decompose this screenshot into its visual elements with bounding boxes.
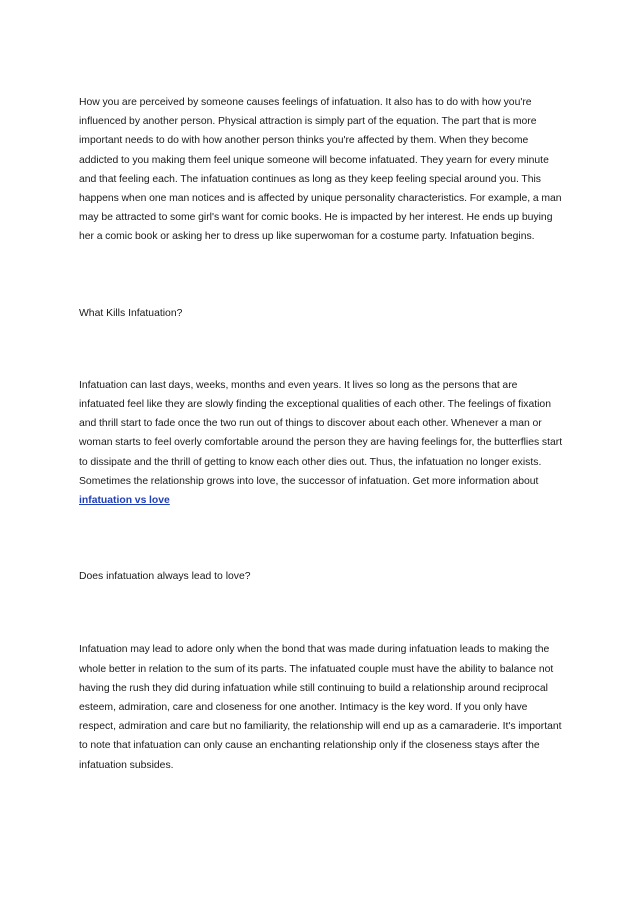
paragraph-duration-text: Infatuation can last days, weeks, months and even years. It lives so long as the persons that are infatuated feel like they are slowly finding the exceptional qualities of each other. The feelings of fixation and thrill start to fade once the two run out of things to discover about each other. Whenever a man or woman starts to feel overly comfortable around the person they are having feelings for, the butterflies start to dissipate and the thrill of getting to know each other dies out. Thus, the infatuation no longer exists. Sometimes the relationship grows into love, the successor of infatuation. Get more information about (79, 379, 563, 487)
paragraph-duration (79, 376, 563, 510)
spacer (79, 510, 563, 567)
paragraph-perception: How you are perceived by someone causes feelings of infatuation. It also has to do with how you're influenced by another person. Physical attraction is simply part of the equation. The part that is more important needs to do with how another person thinks you're affected by them. When they become addicted to you making them feel unique someone will become infatuated. They yearn for every minute and that feeling each. The infatuation continues as long as they keep feeling special around you. This happens when one man notices and is affected by unique personality characteristics. For example, a man may be attracted to some girl's want for comic books. He is impacted by her interest. He ends up buying her a comic book or asking her to dress up like superwoman for a costume party. Infatuation begins. (79, 97, 562, 243)
document-body (79, 93, 563, 775)
infatuation-vs-love-link[interactable]: infatuation vs love (79, 495, 170, 507)
heading-what-kills-infatuation: What Kills Infatuation? (79, 307, 183, 319)
spacer (79, 247, 563, 304)
spacer (79, 586, 563, 640)
heading-does-infatuation-lead-to-love: Does infatuation always lead to love? (79, 571, 251, 583)
paragraph-love: Infatuation may lead to adore only when the bond that was made during infatuation leads to making the whole better in relation to the sum of its parts. The infatuated couple must have the ability to balance not having the rush they did during infatuation while still continuing to build a relationship around reciprocal esteem, admiration, care and closeness for one another. Intimacy is the key word. If you only have respect, admiration and care but no familiarity, the relationship will end up as a camaraderie. It's important to note that infatuation can only cause an enchanting relationship only if the closeness stays after the infatuation subsides. (79, 644, 562, 771)
spacer (79, 323, 563, 376)
